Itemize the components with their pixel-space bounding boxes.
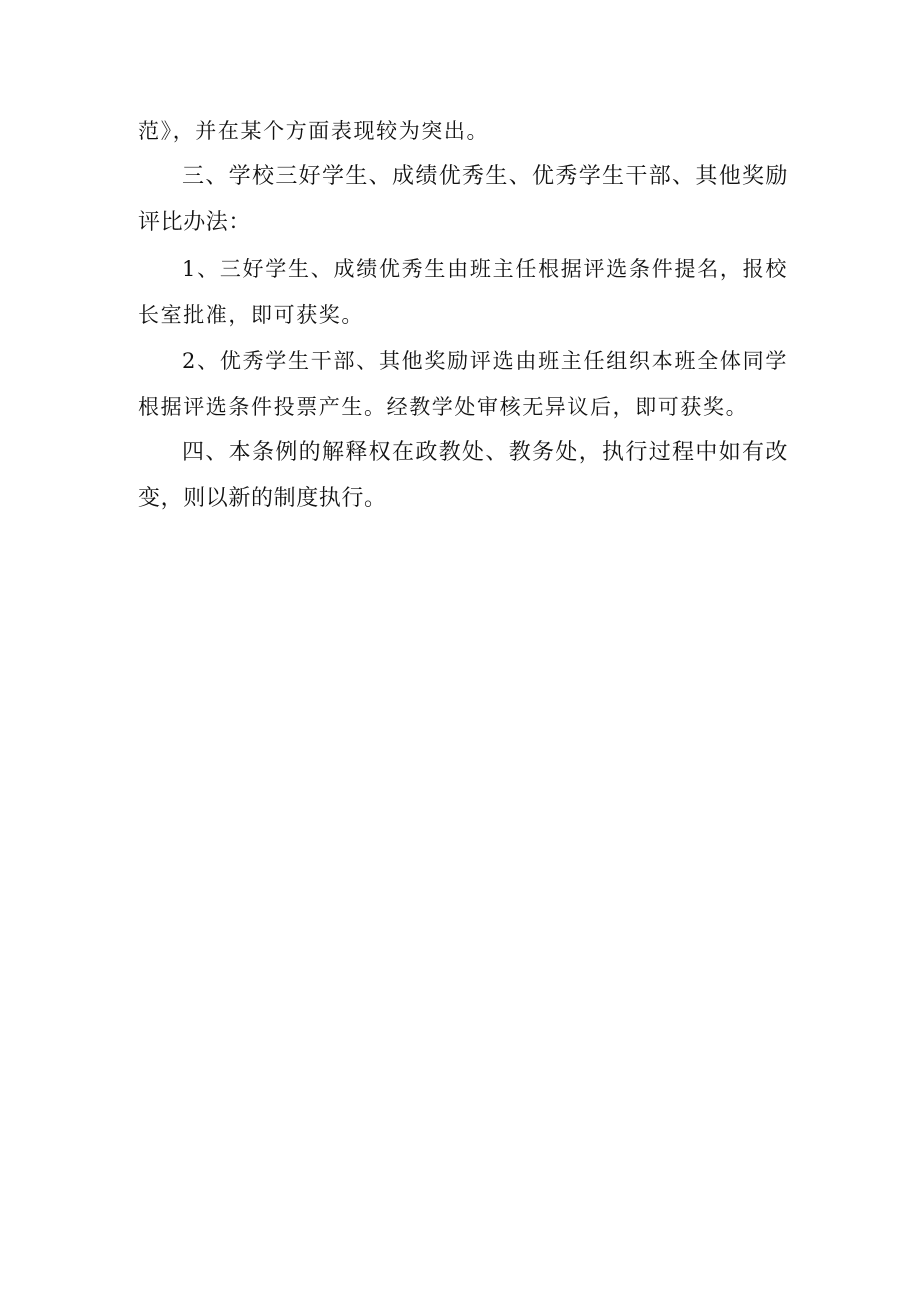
section-heading-three: 三、学校三好学生、成绩优秀生、优秀学生干部、其他奖励评比办法： (138, 164, 788, 235)
paragraph-item-1: 1、三好学生、成绩优秀生由班主任根据评选条件提名，报校长室批准，即可获奖。 (138, 257, 788, 327)
section-heading-four: 四、本条例的解释权在政教处、教务处，执行过程中如有改变，则以新的制度执行。 (138, 440, 788, 511)
paragraph-item-2: 2、优秀学生干部、其他奖励评选由班主任组织本班全体同学根据评选条件投票产生。经教学处审核无异议后，即可获奖。 (138, 349, 788, 419)
paragraph-continuation: 范》，并在某个方面表现较为突出。 (138, 119, 490, 143)
document-body (138, 108, 788, 522)
